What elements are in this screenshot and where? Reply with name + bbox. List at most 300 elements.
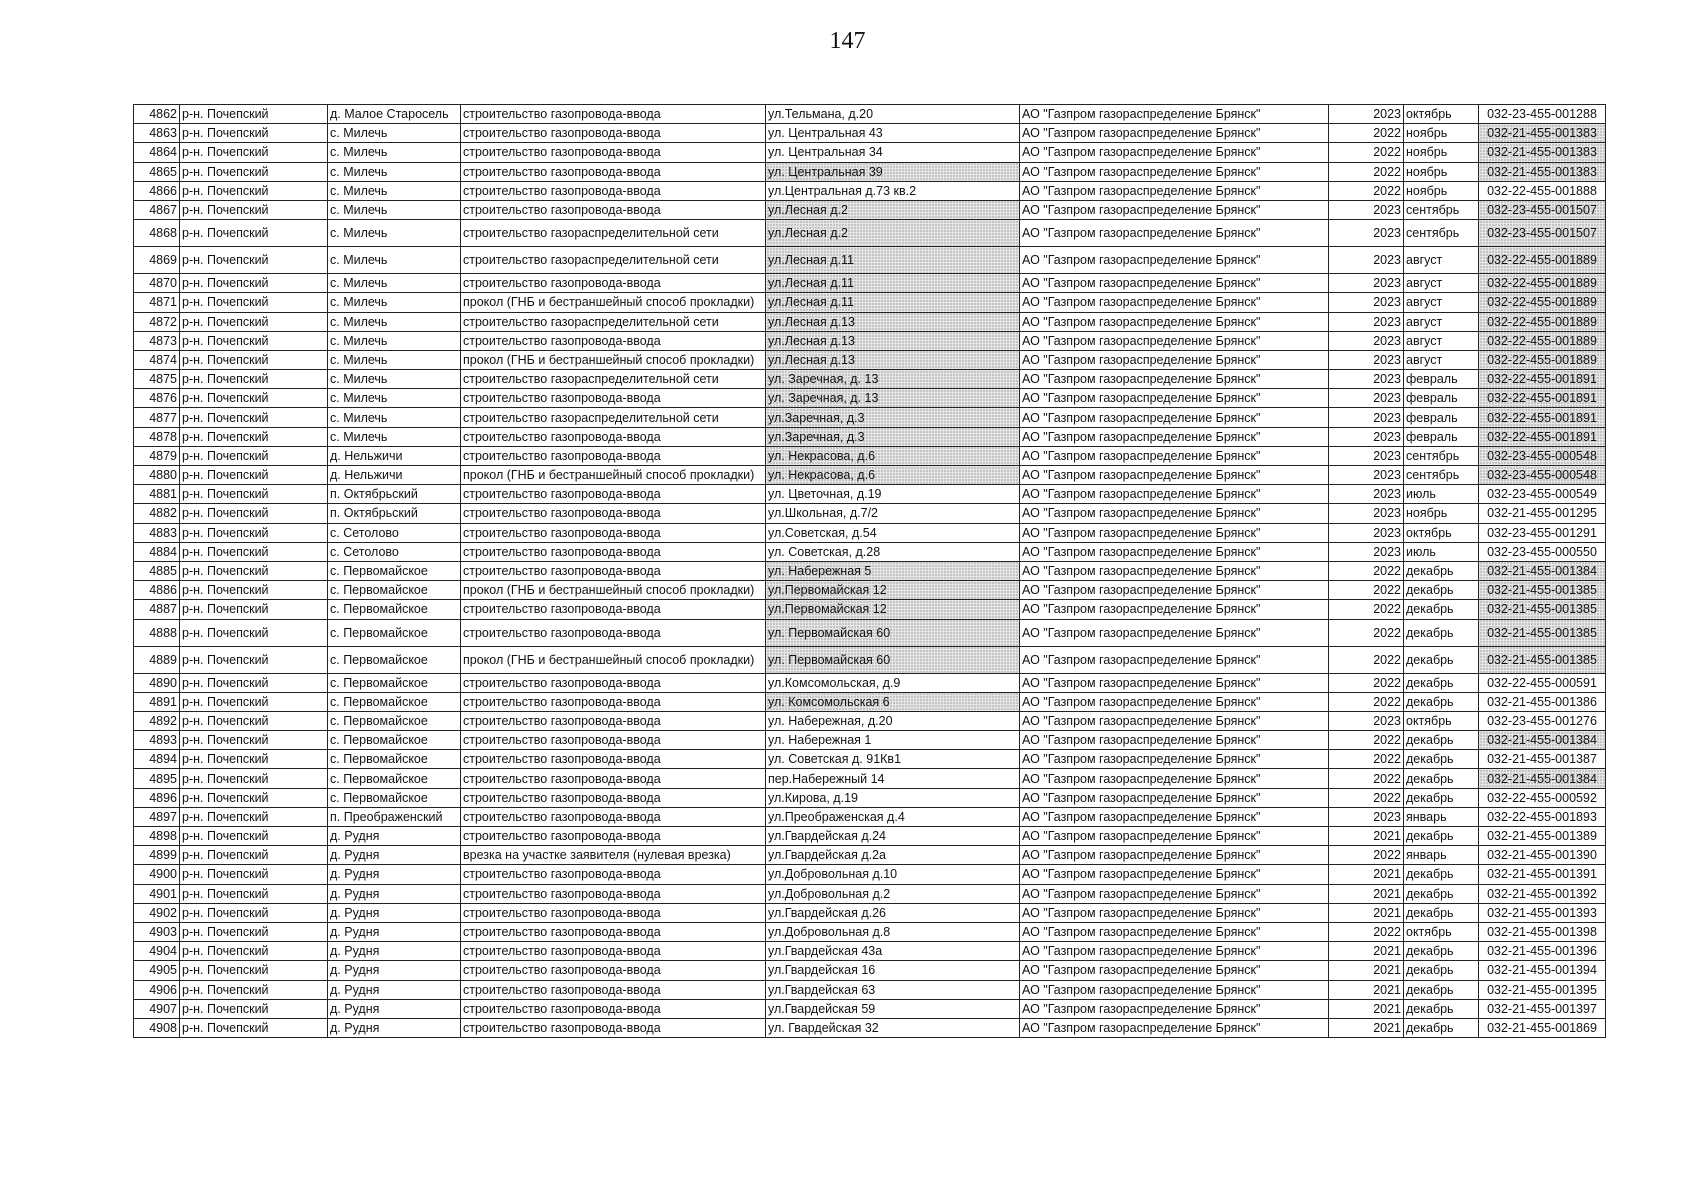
work-type-cell: строительство газопровода-ввода <box>461 980 766 999</box>
month-cell: август <box>1404 247 1479 274</box>
month-cell: декабрь <box>1404 788 1479 807</box>
address-cell: ул.Первомайская 12 <box>766 581 1020 600</box>
month-cell: декабрь <box>1404 942 1479 961</box>
work-type-cell: строительство газораспределительной сети <box>461 247 766 274</box>
settlement-cell: с. Милечь <box>328 312 461 331</box>
row-number: 4897 <box>134 807 180 826</box>
table-row <box>134 181 1606 200</box>
district-cell: р-н. Почепский <box>180 922 328 941</box>
row-number: 4896 <box>134 788 180 807</box>
settlement-cell: д. Рудня <box>328 903 461 922</box>
address-cell: ул.Советская, д.54 <box>766 523 1020 542</box>
district-cell: р-н. Почепский <box>180 980 328 999</box>
row-number: 4863 <box>134 124 180 143</box>
work-type-cell: строительство газопровода-ввода <box>461 827 766 846</box>
row-number: 4883 <box>134 523 180 542</box>
district-cell: р-н. Почепский <box>180 220 328 247</box>
year-cell: 2022 <box>1329 731 1404 750</box>
application-code-cell: 032-21-455-001386 <box>1479 692 1606 711</box>
month-cell: декабрь <box>1404 903 1479 922</box>
table-row <box>134 293 1606 312</box>
organization-cell: АО "Газпром газораспределение Брянск" <box>1020 542 1329 561</box>
work-type-cell: строительство газопровода-ввода <box>461 124 766 143</box>
year-cell: 2023 <box>1329 350 1404 369</box>
year-cell: 2022 <box>1329 769 1404 788</box>
district-cell: р-н. Почепский <box>180 769 328 788</box>
application-code-cell: 032-22-455-001889 <box>1479 293 1606 312</box>
settlement-cell: с. Милечь <box>328 220 461 247</box>
application-code-cell: 032-21-455-001393 <box>1479 903 1606 922</box>
settlement-cell: д. Рудня <box>328 865 461 884</box>
month-cell: декабрь <box>1404 999 1479 1018</box>
work-type-cell: строительство газопровода-ввода <box>461 523 766 542</box>
address-cell: ул. Центральная 34 <box>766 143 1020 162</box>
district-cell: р-н. Почепский <box>180 581 328 600</box>
year-cell: 2023 <box>1329 504 1404 523</box>
row-number: 4907 <box>134 999 180 1018</box>
organization-cell: АО "Газпром газораспределение Брянск" <box>1020 427 1329 446</box>
month-cell: декабрь <box>1404 769 1479 788</box>
settlement-cell: д. Рудня <box>328 999 461 1018</box>
month-cell: август <box>1404 331 1479 350</box>
row-number: 4903 <box>134 922 180 941</box>
year-cell: 2022 <box>1329 619 1404 646</box>
district-cell: р-н. Почепский <box>180 646 328 673</box>
application-code-cell: 032-21-455-001387 <box>1479 750 1606 769</box>
application-code-cell: 032-21-455-001385 <box>1479 581 1606 600</box>
address-cell: ул.Преображенская д.4 <box>766 807 1020 826</box>
organization-cell: АО "Газпром газораспределение Брянск" <box>1020 884 1329 903</box>
month-cell: август <box>1404 274 1479 293</box>
work-type-cell: строительство газопровода-ввода <box>461 389 766 408</box>
application-code-cell: 032-21-455-001385 <box>1479 619 1606 646</box>
table-row <box>134 788 1606 807</box>
work-type-cell: прокол (ГНБ и бестраншейный способ прокладки) <box>461 581 766 600</box>
application-code-cell: 032-22-455-001891 <box>1479 370 1606 389</box>
month-cell: ноябрь <box>1404 181 1479 200</box>
row-number: 4874 <box>134 350 180 369</box>
year-cell: 2021 <box>1329 942 1404 961</box>
work-type-cell: строительство газопровода-ввода <box>461 711 766 730</box>
address-cell: ул. Советская д. 91Кв1 <box>766 750 1020 769</box>
address-cell: ул.Добровольная д.2 <box>766 884 1020 903</box>
row-number: 4886 <box>134 581 180 600</box>
work-type-cell: строительство газопровода-ввода <box>461 750 766 769</box>
district-cell: р-н. Почепский <box>180 200 328 219</box>
district-cell: р-н. Почепский <box>180 561 328 580</box>
table-row <box>134 504 1606 523</box>
settlement-cell: с. Первомайское <box>328 673 461 692</box>
table-row <box>134 466 1606 485</box>
table-row <box>134 673 1606 692</box>
address-cell: ул.Гвардейская 16 <box>766 961 1020 980</box>
address-cell: ул. Цветочная, д.19 <box>766 485 1020 504</box>
year-cell: 2021 <box>1329 827 1404 846</box>
application-code-cell: 032-22-455-001893 <box>1479 807 1606 826</box>
district-cell: р-н. Почепский <box>180 105 328 124</box>
organization-cell: АО "Газпром газораспределение Брянск" <box>1020 673 1329 692</box>
table-row <box>134 999 1606 1018</box>
application-code-cell: 032-22-455-000592 <box>1479 788 1606 807</box>
district-cell: р-н. Почепский <box>180 124 328 143</box>
address-cell: ул.Лесная д.11 <box>766 247 1020 274</box>
table-row <box>134 600 1606 619</box>
row-number: 4891 <box>134 692 180 711</box>
application-code-cell: 032-23-455-001507 <box>1479 200 1606 219</box>
row-number: 4862 <box>134 105 180 124</box>
application-code-cell: 032-22-455-001889 <box>1479 274 1606 293</box>
row-number: 4882 <box>134 504 180 523</box>
row-number: 4885 <box>134 561 180 580</box>
year-cell: 2023 <box>1329 542 1404 561</box>
application-code-cell: 032-21-455-001390 <box>1479 846 1606 865</box>
work-type-cell: строительство газопровода-ввода <box>461 331 766 350</box>
organization-cell: АО "Газпром газораспределение Брянск" <box>1020 1018 1329 1037</box>
address-cell: ул.Лесная д.13 <box>766 331 1020 350</box>
work-type-cell: прокол (ГНБ и бестраншейный способ прокладки) <box>461 350 766 369</box>
application-code-cell: 032-22-455-001891 <box>1479 408 1606 427</box>
address-cell: ул.Лесная д.2 <box>766 220 1020 247</box>
row-number: 4892 <box>134 711 180 730</box>
month-cell: февраль <box>1404 389 1479 408</box>
month-cell: ноябрь <box>1404 162 1479 181</box>
row-number: 4904 <box>134 942 180 961</box>
application-code-cell: 032-23-455-001276 <box>1479 711 1606 730</box>
address-cell: ул. Гвардейская 32 <box>766 1018 1020 1037</box>
address-cell: ул. Заречная, д. 13 <box>766 370 1020 389</box>
table-row <box>134 485 1606 504</box>
organization-cell: АО "Газпром газораспределение Брянск" <box>1020 942 1329 961</box>
month-cell: декабрь <box>1404 865 1479 884</box>
address-cell: ул.Школьная, д.7/2 <box>766 504 1020 523</box>
settlement-cell: д. Рудня <box>328 827 461 846</box>
settlement-cell: с. Сетолово <box>328 523 461 542</box>
row-number: 4905 <box>134 961 180 980</box>
row-number: 4866 <box>134 181 180 200</box>
year-cell: 2023 <box>1329 485 1404 504</box>
application-code-cell: 032-23-455-000550 <box>1479 542 1606 561</box>
year-cell: 2022 <box>1329 143 1404 162</box>
district-cell: р-н. Почепский <box>180 692 328 711</box>
address-cell: ул.Гвардейская 63 <box>766 980 1020 999</box>
year-cell: 2023 <box>1329 427 1404 446</box>
settlement-cell: с. Первомайское <box>328 600 461 619</box>
row-number: 4901 <box>134 884 180 903</box>
row-number: 4890 <box>134 673 180 692</box>
registry-table <box>133 104 1606 1038</box>
row-number: 4868 <box>134 220 180 247</box>
district-cell: р-н. Почепский <box>180 247 328 274</box>
row-number: 4864 <box>134 143 180 162</box>
settlement-cell: с. Милечь <box>328 124 461 143</box>
organization-cell: АО "Газпром газораспределение Брянск" <box>1020 466 1329 485</box>
application-code-cell: 032-22-455-001889 <box>1479 350 1606 369</box>
district-cell: р-н. Почепский <box>180 903 328 922</box>
organization-cell: АО "Газпром газораспределение Брянск" <box>1020 999 1329 1018</box>
table-row <box>134 408 1606 427</box>
table-row <box>134 884 1606 903</box>
table-row <box>134 581 1606 600</box>
district-cell: р-н. Почепский <box>180 999 328 1018</box>
month-cell: ноябрь <box>1404 143 1479 162</box>
application-code-cell: 032-21-455-001383 <box>1479 162 1606 181</box>
month-cell: август <box>1404 293 1479 312</box>
settlement-cell: с. Первомайское <box>328 750 461 769</box>
row-number: 4867 <box>134 200 180 219</box>
year-cell: 2023 <box>1329 331 1404 350</box>
settlement-cell: с. Милечь <box>328 143 461 162</box>
work-type-cell: строительство газопровода-ввода <box>461 446 766 465</box>
district-cell: р-н. Почепский <box>180 807 328 826</box>
address-cell: ул.Лесная д.2 <box>766 200 1020 219</box>
table-row <box>134 143 1606 162</box>
organization-cell: АО "Газпром газораспределение Брянск" <box>1020 350 1329 369</box>
month-cell: декабрь <box>1404 731 1479 750</box>
application-code-cell: 032-23-455-001288 <box>1479 105 1606 124</box>
month-cell: август <box>1404 350 1479 369</box>
year-cell: 2021 <box>1329 980 1404 999</box>
application-code-cell: 032-21-455-001384 <box>1479 769 1606 788</box>
settlement-cell: д. Рудня <box>328 942 461 961</box>
settlement-cell: д. Рудня <box>328 922 461 941</box>
application-code-cell: 032-23-455-001291 <box>1479 523 1606 542</box>
row-number: 4894 <box>134 750 180 769</box>
application-code-cell: 032-22-455-001891 <box>1479 389 1606 408</box>
settlement-cell: с. Первомайское <box>328 769 461 788</box>
organization-cell: АО "Газпром газораспределение Брянск" <box>1020 143 1329 162</box>
table-row <box>134 247 1606 274</box>
year-cell: 2022 <box>1329 692 1404 711</box>
address-cell: пер.Набережный 14 <box>766 769 1020 788</box>
address-cell: ул. Заречная, д. 13 <box>766 389 1020 408</box>
district-cell: р-н. Почепский <box>180 504 328 523</box>
organization-cell: АО "Газпром газораспределение Брянск" <box>1020 220 1329 247</box>
settlement-cell: с. Первомайское <box>328 692 461 711</box>
address-cell: ул. Некрасова, д.6 <box>766 466 1020 485</box>
settlement-cell: с. Первомайское <box>328 561 461 580</box>
year-cell: 2023 <box>1329 370 1404 389</box>
organization-cell: АО "Газпром газораспределение Брянск" <box>1020 692 1329 711</box>
address-cell: ул.Лесная д.13 <box>766 312 1020 331</box>
district-cell: р-н. Почепский <box>180 466 328 485</box>
work-type-cell: прокол (ГНБ и бестраншейный способ прокладки) <box>461 466 766 485</box>
year-cell: 2023 <box>1329 408 1404 427</box>
organization-cell: АО "Газпром газораспределение Брянск" <box>1020 181 1329 200</box>
work-type-cell: строительство газопровода-ввода <box>461 942 766 961</box>
table-row <box>134 446 1606 465</box>
address-cell: ул.Центральная д.73 кв.2 <box>766 181 1020 200</box>
work-type-cell: строительство газораспределительной сети <box>461 408 766 427</box>
settlement-cell: с. Первомайское <box>328 646 461 673</box>
work-type-cell: строительство газопровода-ввода <box>461 692 766 711</box>
address-cell: ул.Гвардейская 43а <box>766 942 1020 961</box>
settlement-cell: с. Милечь <box>328 350 461 369</box>
address-cell: ул.Лесная д.13 <box>766 350 1020 369</box>
month-cell: декабрь <box>1404 827 1479 846</box>
row-number: 4876 <box>134 389 180 408</box>
organization-cell: АО "Газпром газораспределение Брянск" <box>1020 865 1329 884</box>
month-cell: октябрь <box>1404 922 1479 941</box>
work-type-cell: строительство газопровода-ввода <box>461 865 766 884</box>
application-code-cell: 032-23-455-000548 <box>1479 446 1606 465</box>
row-number: 4881 <box>134 485 180 504</box>
month-cell: октябрь <box>1404 711 1479 730</box>
district-cell: р-н. Почепский <box>180 542 328 561</box>
address-cell: ул.Добровольная д.8 <box>766 922 1020 941</box>
address-cell: ул.Лесная д.11 <box>766 274 1020 293</box>
settlement-cell: с. Милечь <box>328 200 461 219</box>
application-code-cell: 032-21-455-001394 <box>1479 961 1606 980</box>
work-type-cell: строительство газопровода-ввода <box>461 105 766 124</box>
table-row <box>134 865 1606 884</box>
month-cell: декабрь <box>1404 961 1479 980</box>
year-cell: 2023 <box>1329 247 1404 274</box>
work-type-cell: строительство газопровода-ввода <box>461 922 766 941</box>
application-code-cell: 032-21-455-001389 <box>1479 827 1606 846</box>
organization-cell: АО "Газпром газораспределение Брянск" <box>1020 331 1329 350</box>
row-number: 4902 <box>134 903 180 922</box>
organization-cell: АО "Газпром газораспределение Брянск" <box>1020 750 1329 769</box>
work-type-cell: строительство газопровода-ввода <box>461 200 766 219</box>
table-row <box>134 105 1606 124</box>
year-cell: 2022 <box>1329 581 1404 600</box>
organization-cell: АО "Газпром газораспределение Брянск" <box>1020 485 1329 504</box>
district-cell: р-н. Почепский <box>180 865 328 884</box>
month-cell: сентябрь <box>1404 220 1479 247</box>
row-number: 4895 <box>134 769 180 788</box>
row-number: 4906 <box>134 980 180 999</box>
address-cell: ул.Первомайская 12 <box>766 600 1020 619</box>
table-row <box>134 750 1606 769</box>
district-cell: р-н. Почепский <box>180 884 328 903</box>
address-cell: ул.Гвардейская д.24 <box>766 827 1020 846</box>
application-code-cell: 032-21-455-001396 <box>1479 942 1606 961</box>
month-cell: декабрь <box>1404 581 1479 600</box>
table-row <box>134 711 1606 730</box>
work-type-cell: врезка на участке заявителя (нулевая врезка) <box>461 846 766 865</box>
month-cell: февраль <box>1404 427 1479 446</box>
table-row <box>134 961 1606 980</box>
work-type-cell: строительство газопровода-ввода <box>461 884 766 903</box>
settlement-cell: с. Милечь <box>328 293 461 312</box>
district-cell: р-н. Почепский <box>180 427 328 446</box>
year-cell: 2021 <box>1329 999 1404 1018</box>
table-row <box>134 312 1606 331</box>
district-cell: р-н. Почепский <box>180 673 328 692</box>
application-code-cell: 032-21-455-001397 <box>1479 999 1606 1018</box>
row-number: 4898 <box>134 827 180 846</box>
address-cell: ул. Набережная, д.20 <box>766 711 1020 730</box>
address-cell: ул.Кирова, д.19 <box>766 788 1020 807</box>
month-cell: октябрь <box>1404 523 1479 542</box>
application-code-cell: 032-21-455-001391 <box>1479 865 1606 884</box>
organization-cell: АО "Газпром газораспределение Брянск" <box>1020 961 1329 980</box>
month-cell: февраль <box>1404 370 1479 389</box>
year-cell: 2022 <box>1329 646 1404 673</box>
month-cell: июль <box>1404 485 1479 504</box>
organization-cell: АО "Газпром газораспределение Брянск" <box>1020 646 1329 673</box>
organization-cell: АО "Газпром газораспределение Брянск" <box>1020 523 1329 542</box>
organization-cell: АО "Газпром газораспределение Брянск" <box>1020 581 1329 600</box>
work-type-cell: строительство газопровода-ввода <box>461 731 766 750</box>
row-number: 4884 <box>134 542 180 561</box>
work-type-cell: строительство газопровода-ввода <box>461 788 766 807</box>
page-number: 147 <box>829 28 866 54</box>
table-row <box>134 769 1606 788</box>
organization-cell: АО "Газпром газораспределение Брянск" <box>1020 619 1329 646</box>
application-code-cell: 032-21-455-001869 <box>1479 1018 1606 1037</box>
month-cell: декабрь <box>1404 884 1479 903</box>
organization-cell: АО "Газпром газораспределение Брянск" <box>1020 600 1329 619</box>
table-row <box>134 220 1606 247</box>
district-cell: р-н. Почепский <box>180 408 328 427</box>
work-type-cell: строительство газопровода-ввода <box>461 807 766 826</box>
settlement-cell: с. Милечь <box>328 427 461 446</box>
application-code-cell: 032-21-455-001398 <box>1479 922 1606 941</box>
year-cell: 2023 <box>1329 389 1404 408</box>
settlement-cell: с. Милечь <box>328 274 461 293</box>
district-cell: р-н. Почепский <box>180 731 328 750</box>
organization-cell: АО "Газпром газораспределение Брянск" <box>1020 274 1329 293</box>
month-cell: январь <box>1404 807 1479 826</box>
work-type-cell: строительство газопровода-ввода <box>461 162 766 181</box>
district-cell: р-н. Почепский <box>180 961 328 980</box>
row-number: 4878 <box>134 427 180 446</box>
settlement-cell: д. Рудня <box>328 961 461 980</box>
address-cell: ул.Гвардейская 59 <box>766 999 1020 1018</box>
year-cell: 2023 <box>1329 293 1404 312</box>
district-cell: р-н. Почепский <box>180 389 328 408</box>
table-row <box>134 200 1606 219</box>
address-cell: ул. Первомайская 60 <box>766 619 1020 646</box>
year-cell: 2022 <box>1329 788 1404 807</box>
work-type-cell: строительство газораспределительной сети <box>461 220 766 247</box>
table-row <box>134 619 1606 646</box>
work-type-cell: строительство газораспределительной сети <box>461 312 766 331</box>
address-cell: ул. Советская, д.28 <box>766 542 1020 561</box>
address-cell: ул. Набережная 5 <box>766 561 1020 580</box>
month-cell: сентябрь <box>1404 466 1479 485</box>
organization-cell: АО "Газпром газораспределение Брянск" <box>1020 162 1329 181</box>
application-code-cell: 032-23-455-000549 <box>1479 485 1606 504</box>
row-number: 4871 <box>134 293 180 312</box>
row-number: 4893 <box>134 731 180 750</box>
organization-cell: АО "Газпром газораспределение Брянск" <box>1020 807 1329 826</box>
year-cell: 2023 <box>1329 523 1404 542</box>
row-number: 4899 <box>134 846 180 865</box>
application-code-cell: 032-22-455-001891 <box>1479 427 1606 446</box>
year-cell: 2022 <box>1329 181 1404 200</box>
settlement-cell: с. Милечь <box>328 247 461 274</box>
work-type-cell: строительство газопровода-ввода <box>461 143 766 162</box>
organization-cell: АО "Газпром газораспределение Брянск" <box>1020 827 1329 846</box>
address-cell: ул.Заречная, д.3 <box>766 427 1020 446</box>
table-row <box>134 807 1606 826</box>
district-cell: р-н. Почепский <box>180 446 328 465</box>
work-type-cell: строительство газопровода-ввода <box>461 561 766 580</box>
application-code-cell: 032-22-455-000591 <box>1479 673 1606 692</box>
month-cell: июль <box>1404 542 1479 561</box>
year-cell: 2022 <box>1329 673 1404 692</box>
settlement-cell: с. Сетолово <box>328 542 461 561</box>
month-cell: декабрь <box>1404 673 1479 692</box>
organization-cell: АО "Газпром газораспределение Брянск" <box>1020 922 1329 941</box>
settlement-cell: д. Нельжичи <box>328 466 461 485</box>
year-cell: 2022 <box>1329 124 1404 143</box>
district-cell: р-н. Почепский <box>180 293 328 312</box>
address-cell: ул.Добровольная д.10 <box>766 865 1020 884</box>
address-cell: ул. Первомайская 60 <box>766 646 1020 673</box>
